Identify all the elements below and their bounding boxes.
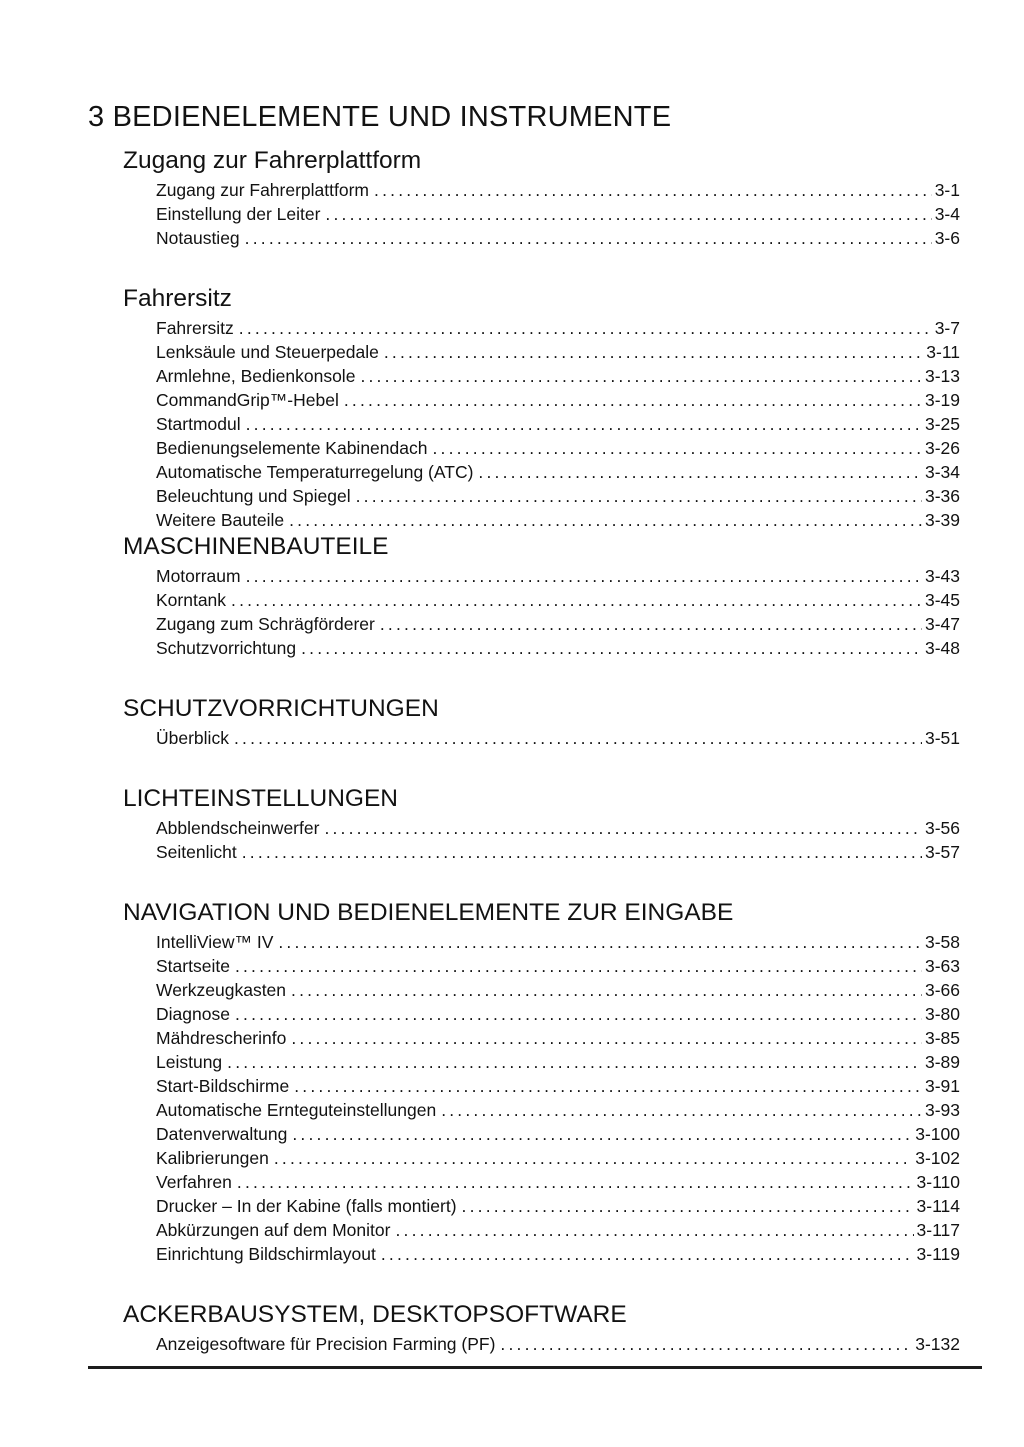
toc-entry-page: 3-45 bbox=[924, 590, 960, 610]
toc-entry-page: 3-43 bbox=[924, 566, 960, 586]
toc-entry-label: IntelliView™ IV bbox=[156, 932, 274, 952]
toc-entry[interactable] bbox=[156, 1242, 960, 1266]
dot-leader bbox=[246, 564, 922, 588]
toc-entry[interactable] bbox=[156, 1332, 960, 1356]
toc-section bbox=[88, 286, 960, 532]
toc-entry-label: Schutzvorrichtung bbox=[156, 638, 297, 658]
toc-entry-page: 3-19 bbox=[924, 390, 960, 410]
toc-entry-label: Beleuchtung und Spiegel bbox=[156, 486, 351, 506]
toc-entry-label: Seitenlicht bbox=[156, 842, 237, 862]
toc-entry-label: Zugang zum Schrägförderer bbox=[156, 614, 375, 634]
toc-entry-page: 3-119 bbox=[916, 1244, 960, 1264]
dot-leader bbox=[289, 508, 922, 532]
toc-entry-page: 3-1 bbox=[934, 180, 960, 200]
toc-entry-label: Mähdrescherinfo bbox=[156, 1028, 287, 1048]
toc-entry-page: 3-85 bbox=[924, 1028, 960, 1048]
toc-entry-label: Verfahren bbox=[156, 1172, 232, 1192]
toc-entry-label: Zugang zur Fahrerplattform bbox=[156, 180, 370, 200]
toc-entry-page: 3-114 bbox=[916, 1196, 960, 1216]
toc-entry-page: 3-4 bbox=[934, 204, 960, 224]
toc-entry-page: 3-39 bbox=[924, 510, 960, 530]
section-title: LICHTEINSTELLUNGEN bbox=[123, 785, 399, 812]
toc-entry-label: CommandGrip™-Hebel bbox=[156, 390, 339, 410]
toc-entry[interactable] bbox=[156, 840, 960, 864]
toc-section bbox=[88, 1302, 960, 1356]
toc-section bbox=[88, 696, 960, 750]
dot-leader bbox=[231, 588, 922, 612]
toc-entry-page: 3-34 bbox=[924, 462, 960, 482]
toc-entry-label: Startseite bbox=[156, 956, 230, 976]
toc-entry[interactable] bbox=[156, 316, 960, 340]
toc-entry-label: Leistung bbox=[156, 1052, 223, 1072]
toc-section bbox=[88, 534, 960, 660]
toc-entry[interactable] bbox=[156, 178, 960, 202]
toc-entry-page: 3-13 bbox=[924, 366, 960, 386]
toc-entry-page: 3-11 bbox=[926, 342, 960, 362]
toc-entry-page: 3-48 bbox=[924, 638, 960, 658]
dot-leader bbox=[245, 226, 932, 250]
toc-entry[interactable] bbox=[156, 930, 960, 954]
section-title: Zugang zur Fahrerplattform bbox=[123, 147, 422, 174]
dot-leader bbox=[395, 1218, 913, 1242]
toc-entry-label: Weitere Bauteile bbox=[156, 510, 285, 530]
toc-entry-page: 3-6 bbox=[934, 228, 960, 248]
dot-leader bbox=[478, 460, 922, 484]
toc-entry[interactable] bbox=[156, 954, 960, 978]
toc-entry[interactable] bbox=[156, 1218, 960, 1242]
toc-entry[interactable] bbox=[156, 588, 960, 612]
toc-entry-label: Kalibrierungen bbox=[156, 1148, 269, 1168]
toc-entry-page: 3-7 bbox=[934, 318, 960, 338]
dot-leader bbox=[234, 726, 922, 750]
toc-entry[interactable] bbox=[156, 612, 960, 636]
dot-leader bbox=[278, 930, 922, 954]
toc-entry[interactable] bbox=[156, 1122, 960, 1146]
toc-entry-page: 3-80 bbox=[924, 1004, 960, 1024]
toc-entry[interactable] bbox=[156, 340, 960, 364]
dot-leader bbox=[242, 840, 922, 864]
toc-entry[interactable] bbox=[156, 1074, 960, 1098]
footer-rule bbox=[88, 1366, 982, 1369]
toc-entry-page: 3-100 bbox=[915, 1124, 960, 1144]
section-entries bbox=[88, 316, 960, 532]
dot-leader bbox=[291, 978, 922, 1002]
section-entries bbox=[88, 1332, 960, 1356]
dot-leader bbox=[235, 1002, 922, 1026]
section-entries bbox=[88, 930, 960, 1266]
toc-entry[interactable] bbox=[156, 636, 960, 660]
toc-entry-label: Fahrersitz bbox=[156, 318, 234, 338]
toc-entry[interactable] bbox=[156, 978, 960, 1002]
section-entries bbox=[88, 178, 960, 250]
toc-entry[interactable] bbox=[156, 1026, 960, 1050]
dot-leader bbox=[500, 1332, 912, 1356]
toc-entry-label: Abkürzungen auf dem Monitor bbox=[156, 1220, 391, 1240]
toc-entry-page: 3-47 bbox=[924, 614, 960, 634]
dot-leader bbox=[374, 178, 932, 202]
toc-entry-label: Motorraum bbox=[156, 566, 241, 586]
dot-leader bbox=[294, 1074, 922, 1098]
dot-leader bbox=[384, 340, 923, 364]
chapter-title: 3 BEDIENELEMENTE UND INSTRUMENTE bbox=[88, 101, 672, 133]
dot-leader bbox=[432, 436, 922, 460]
toc-entry-page: 3-36 bbox=[924, 486, 960, 506]
section-entries bbox=[88, 726, 960, 750]
toc-entry-page: 3-89 bbox=[924, 1052, 960, 1072]
dot-leader bbox=[360, 364, 922, 388]
toc-entry-label: Startmodul bbox=[156, 414, 241, 434]
toc-entry-page: 3-26 bbox=[924, 438, 960, 458]
dot-leader bbox=[356, 484, 922, 508]
toc-entry-label: Einrichtung Bildschirmlayout bbox=[156, 1244, 376, 1264]
section-title: SCHUTZVORRICHTUNGEN bbox=[123, 695, 439, 722]
toc-entry[interactable] bbox=[156, 364, 960, 388]
toc-entry-label: Notaustieg bbox=[156, 228, 240, 248]
toc-section bbox=[88, 900, 960, 1266]
toc-entry-label: Lenksäule und Steuerpedale bbox=[156, 342, 379, 362]
dot-leader bbox=[380, 612, 922, 636]
dot-leader bbox=[301, 636, 922, 660]
toc-entry-label: Einstellung der Leiter bbox=[156, 204, 321, 224]
section-title: MASCHINENBAUTEILE bbox=[123, 533, 389, 560]
toc-entry-label: Automatische Temperaturregelung (ATC) bbox=[156, 462, 474, 482]
section-entries bbox=[88, 564, 960, 660]
toc-entry[interactable] bbox=[156, 1194, 960, 1218]
dot-leader bbox=[344, 388, 922, 412]
toc-entry-page: 3-132 bbox=[915, 1334, 960, 1354]
toc-entry-page: 3-58 bbox=[924, 932, 960, 952]
toc-entry-label: Anzeigesoftware für Precision Farming (PF) bbox=[156, 1334, 496, 1354]
toc-entry-page: 3-57 bbox=[924, 842, 960, 862]
toc-entry-label: Abblendscheinwerfer bbox=[156, 818, 320, 838]
toc-entry[interactable] bbox=[156, 1002, 960, 1026]
toc-entry-page: 3-66 bbox=[924, 980, 960, 1000]
dot-leader bbox=[237, 1170, 914, 1194]
section-title: NAVIGATION UND BEDIENELEMENTE ZUR EINGABE bbox=[123, 899, 734, 926]
dot-leader bbox=[239, 316, 932, 340]
toc-entry-page: 3-51 bbox=[924, 728, 960, 748]
dot-leader bbox=[227, 1050, 922, 1074]
toc-entry-page: 3-93 bbox=[924, 1100, 960, 1120]
toc-entry[interactable] bbox=[156, 816, 960, 840]
toc-entry-label: Automatische Ernteguteinstellungen bbox=[156, 1100, 437, 1120]
toc-entry-label: Datenverwaltung bbox=[156, 1124, 288, 1144]
dot-leader bbox=[324, 816, 922, 840]
dot-leader bbox=[462, 1194, 914, 1218]
toc-entry[interactable] bbox=[156, 436, 960, 460]
toc-entry[interactable] bbox=[156, 564, 960, 588]
toc-entry-label: Korntank bbox=[156, 590, 227, 610]
toc-entry-page: 3-56 bbox=[924, 818, 960, 838]
toc-entry-page: 3-117 bbox=[916, 1220, 960, 1240]
dot-leader bbox=[274, 1146, 912, 1170]
toc-entry[interactable] bbox=[156, 460, 960, 484]
toc-entry-label: Start-Bildschirme bbox=[156, 1076, 290, 1096]
toc-entry-label: Bedienungselemente Kabinendach bbox=[156, 438, 428, 458]
dot-leader bbox=[291, 1026, 922, 1050]
dot-leader bbox=[381, 1242, 914, 1266]
toc-entry-label: Diagnose bbox=[156, 1004, 230, 1024]
toc-entry-label: Drucker – In der Kabine (falls montiert) bbox=[156, 1196, 457, 1216]
toc-entry-label: Werkzeugkasten bbox=[156, 980, 287, 1000]
dot-leader bbox=[325, 202, 931, 226]
toc-section bbox=[88, 148, 960, 250]
dot-leader bbox=[441, 1098, 922, 1122]
toc-entry-page: 3-102 bbox=[915, 1148, 960, 1168]
toc-entry-page: 3-25 bbox=[924, 414, 960, 434]
toc-entry[interactable] bbox=[156, 484, 960, 508]
toc-entry[interactable] bbox=[156, 1170, 960, 1194]
section-title: ACKERBAUSYSTEM, DESKTOPSOFTWARE bbox=[123, 1301, 627, 1328]
toc-entry-label: Überblick bbox=[156, 728, 229, 748]
toc-entry[interactable] bbox=[156, 1098, 960, 1122]
toc-entry[interactable] bbox=[156, 412, 960, 436]
dot-leader bbox=[246, 412, 922, 436]
toc-section bbox=[88, 786, 960, 864]
toc-entry[interactable] bbox=[156, 226, 960, 250]
dot-leader bbox=[235, 954, 922, 978]
toc-entry-page: 3-110 bbox=[916, 1172, 960, 1192]
toc-entry[interactable] bbox=[156, 1050, 960, 1074]
toc-entry[interactable] bbox=[156, 508, 960, 532]
section-title: Fahrersitz bbox=[123, 285, 232, 312]
toc-entry[interactable] bbox=[156, 202, 960, 226]
toc-entry-label: Armlehne, Bedienkonsole bbox=[156, 366, 356, 386]
section-entries bbox=[88, 816, 960, 864]
toc-entry-page: 3-63 bbox=[924, 956, 960, 976]
toc-entry[interactable] bbox=[156, 388, 960, 412]
toc-entry[interactable] bbox=[156, 1146, 960, 1170]
toc-entry[interactable] bbox=[156, 726, 960, 750]
toc-entry-page: 3-91 bbox=[924, 1076, 960, 1096]
dot-leader bbox=[292, 1122, 912, 1146]
